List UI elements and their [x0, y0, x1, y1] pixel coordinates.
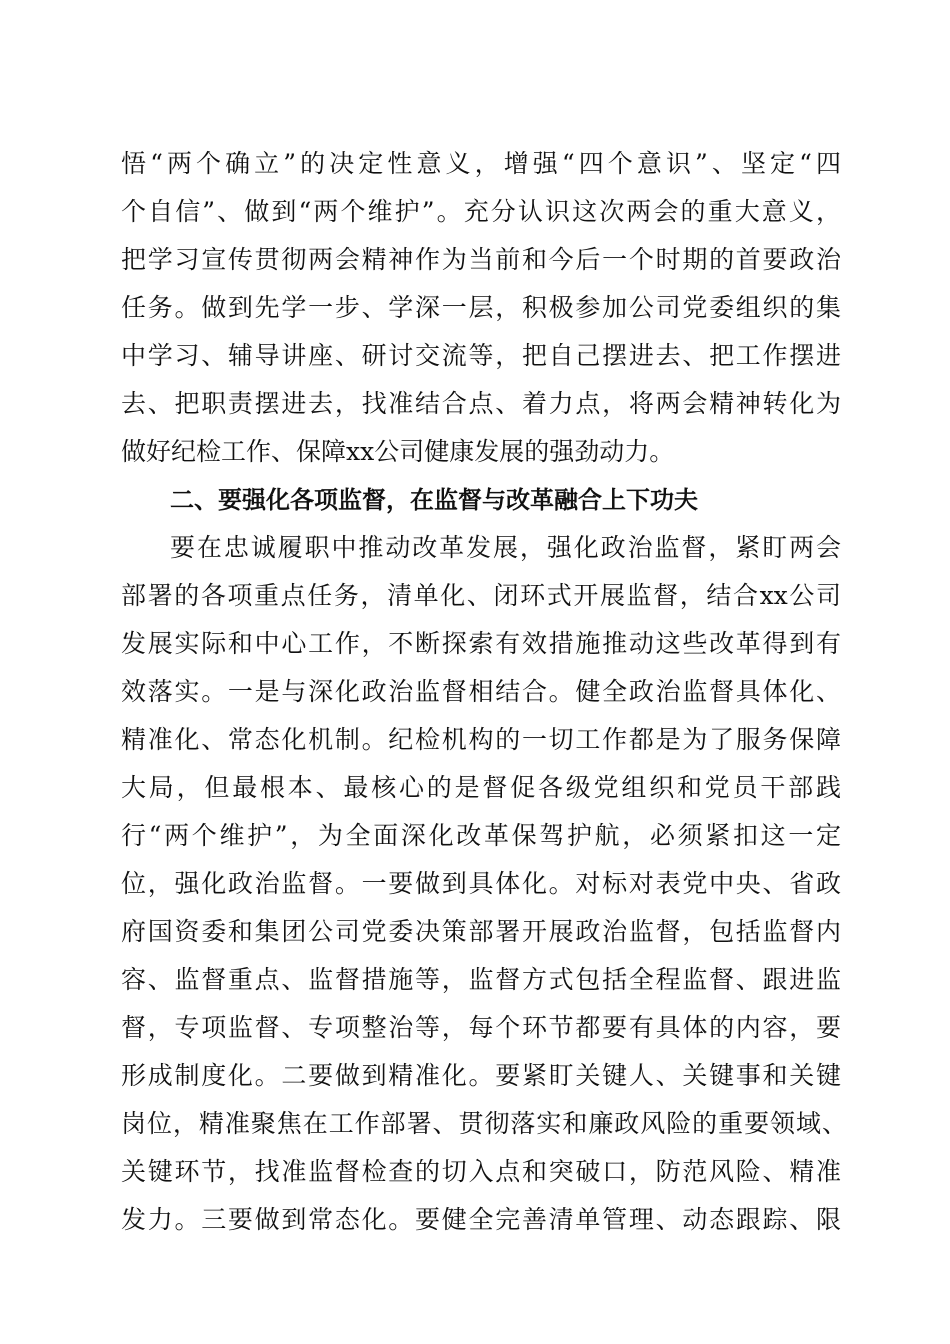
paragraph-2-line: 行“两个维护”，为全面深化改革保驾护航，必须紧扣这一定 [121, 821, 841, 850]
paragraph-1-line: 做好纪检工作、保障xx公司健康发展的强劲动力。 [121, 437, 675, 466]
paragraph-1-line: 任务。做到先学一步、学深一层，积极参加公司党委组织的集 [121, 293, 841, 322]
section-heading: 二、要强化各项监督，在监督与改革融合上下功夫 [170, 486, 698, 514]
paragraph-1-line: 悟“两个确立”的决定性意义，增强“四个意识”、坚定“四 [121, 149, 841, 178]
paragraph-2-line: 效落实。一是与深化政治监督相结合。健全政治监督具体化、 [121, 677, 841, 706]
paragraph-1-line: 去、把职责摆进去，找准结合点、着力点，将两会精神转化为 [121, 389, 841, 418]
paragraph-2-line: 要在忠诚履职中推动改革发展，强化政治监督，紧盯两会 [170, 533, 841, 562]
paragraph-1-line: 中学习、辅导讲座、研讨交流等，把自己摆进去、把工作摆进 [121, 341, 841, 370]
paragraph-2-line: 府国资委和集团公司党委决策部署开展政治监督，包括监督内 [121, 917, 841, 946]
paragraph-2-line: 发展实际和中心工作，不断探索有效措施推动这些改革得到有 [121, 629, 841, 658]
paragraph-2-line: 容、监督重点、监督措施等，监督方式包括全程监督、跟进监 [121, 965, 841, 994]
paragraph-2-line: 位，强化政治监督。一要做到具体化。对标对表党中央、省政 [121, 869, 841, 898]
paragraph-2-line: 关键环节，找准监督检查的切入点和突破口，防范风险、精准 [121, 1157, 841, 1186]
paragraph-2-line: 岗位，精准聚焦在工作部署、贯彻落实和廉政风险的重要领域、 [121, 1109, 847, 1138]
paragraph-2-line: 发力。三要做到常态化。要健全完善清单管理、动态跟踪、限 [121, 1205, 841, 1234]
paragraph-2-line: 督，专项监督、专项整治等，每个环节都要有具体的内容，要 [121, 1013, 841, 1042]
paragraph-1-line: 把学习宣传贯彻两会精神作为当前和今后一个时期的首要政治 [121, 245, 841, 274]
paragraph-1-line: 个自信”、做到“两个维护”。充分认识这次两会的重大意义， [121, 197, 841, 226]
paragraph-2-line: 部署的各项重点任务，清单化、闭环式开展监督，结合xx公司 [121, 581, 841, 610]
paragraph-2-line: 精准化、常态化机制。纪检机构的一切工作都是为了服务保障 [121, 725, 841, 754]
paragraph-2-line: 形成制度化。二要做到精准化。要紧盯关键人、关键事和关键 [121, 1061, 841, 1090]
paragraph-2-line: 大局，但最根本、最核心的是督促各级党组织和党员干部践 [121, 773, 841, 802]
